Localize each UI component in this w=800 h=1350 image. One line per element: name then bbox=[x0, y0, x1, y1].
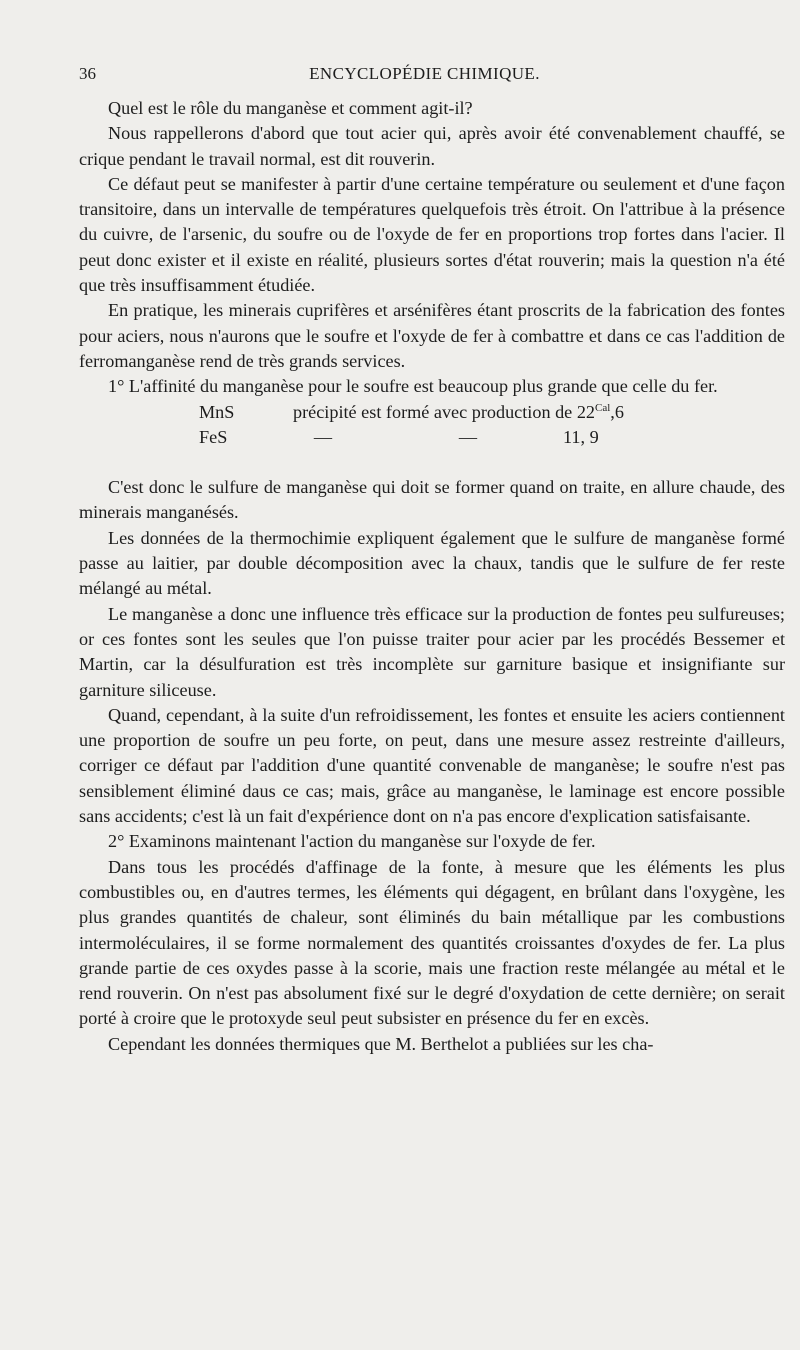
compound-mns: MnS bbox=[199, 401, 235, 422]
paragraph: Nous rappellerons d'abord que tout acier qui, après avoir été convenablement chauffé, se crique pendant le travail normal, est dit rouverin. bbox=[79, 123, 785, 169]
paragraph: Ce défaut peut se manifester à partir d'une certaine température ou seulement et d'une façon transitoire, dans un intervalle de températures quelquefois très étroit. On l'attribue à la présence du cuivre, de l'arsenic, du soufre ou de l'oxyde de fer en proportions trop fortes dans l'acier. Il peut donc exister et il existe en réalité, plusieurs sortes d'état rouverin; mais la question n'a été que très insuffisamment étudiée. bbox=[79, 173, 785, 296]
paragraph: C'est donc le sulfure de manganèse qui doit se former quand on traite, en allure chaude, des minerais manganésés. bbox=[79, 477, 785, 523]
formula-row-mns bbox=[79, 400, 785, 425]
formula-text: précipité est formé avec production de bbox=[293, 401, 573, 422]
paragraph: En pratique, les minerais cuprifères et arsénifères étant proscrits de la fabrication des fontes pour aciers, nous n'aurons que le soufre et l'oxyde de fer à combattre et dans ce cas l'addition de ferromanganèse rend de très grands services. bbox=[79, 300, 785, 371]
paragraph: Quel est le rôle du manganèse et comment agit-il? bbox=[108, 98, 473, 118]
ditto-dash: — bbox=[313, 426, 333, 447]
formula-value-fes: 11, 9 bbox=[563, 426, 599, 447]
paragraph: Le manganèse a donc une influence très efficace sur la production de fontes peu sulfureuses; or ces fontes sont les seules que l'on puisse traiter pour acier par les procédés Bessemer et Martin, car la désulfuration est très incomplète sur garniture basique et insignifiante sur garniture siliceuse. bbox=[79, 603, 785, 700]
running-title: ENCYCLOPÉDIE CHIMIQUE. bbox=[309, 64, 540, 83]
paragraph: 2° Examinons maintenant l'action du manganèse sur l'oxyde de fer. bbox=[108, 831, 596, 852]
paragraph: Cependant les données thermiques que M. Berthelot a publiées sur les cha- bbox=[108, 1033, 654, 1054]
compound-fes: FeS bbox=[199, 426, 228, 447]
body-text bbox=[79, 96, 785, 1057]
paragraph: Quand, cependant, à la suite d'un refroidissement, les fontes et ensuite les aciers contiennent une proportion de soufre un peu forte, on peut, dans une mesure assez restreinte d'ailleurs, corriger ce défaut par l'addition d'une quantité convenable de manganèse; le soufre n'est pas sensiblement éliminé daus ce cas; mais, grâce au manganèse, le laminage est encore possible sans accidents; c'est là un fait d'expérience dont on n'a pas encore d'explication satisfaisante. bbox=[79, 704, 785, 827]
ditto-dash: — bbox=[458, 426, 478, 447]
paragraph: Dans tous les procédés d'affinage de la fonte, à mesure que les éléments les plus combustibles ou, en d'autres termes, les éléments qui dégagent, en brûlant dans l'oxygène, les plus grandes quantités de chaleur, sont éliminés du bain métallique par les combustions intermoléculaires, il se forme normalement des quantités croissantes d'oxydes de fer. La plus grande partie de ces oxydes passe à la scorie, mais une fraction reste mélangée au métal et le rend rouverin. On n'est pas absolument fixé sur le degré d'oxydation de cette dernière; on serait porté à croire que le protoxyde seul peut subsister en présence du fer en excès. bbox=[79, 856, 785, 1029]
formula-row-fes bbox=[79, 425, 785, 450]
paragraph: Les données de la thermochimie expliquent également que le sulfure de manganèse formé passe au laitier, par double décomposition avec la chaux, tandis que le sulfure de fer reste mélangé au métal. bbox=[79, 527, 785, 599]
paragraph: 1° L'affinité du manganèse pour le soufre est beaucoup plus grande que celle du fer. bbox=[108, 376, 718, 397]
thermochemistry-formula bbox=[79, 400, 785, 451]
formula-value-mns: $22^{Cal},6$ bbox=[576, 401, 624, 422]
page-number: 36 bbox=[79, 64, 96, 83]
